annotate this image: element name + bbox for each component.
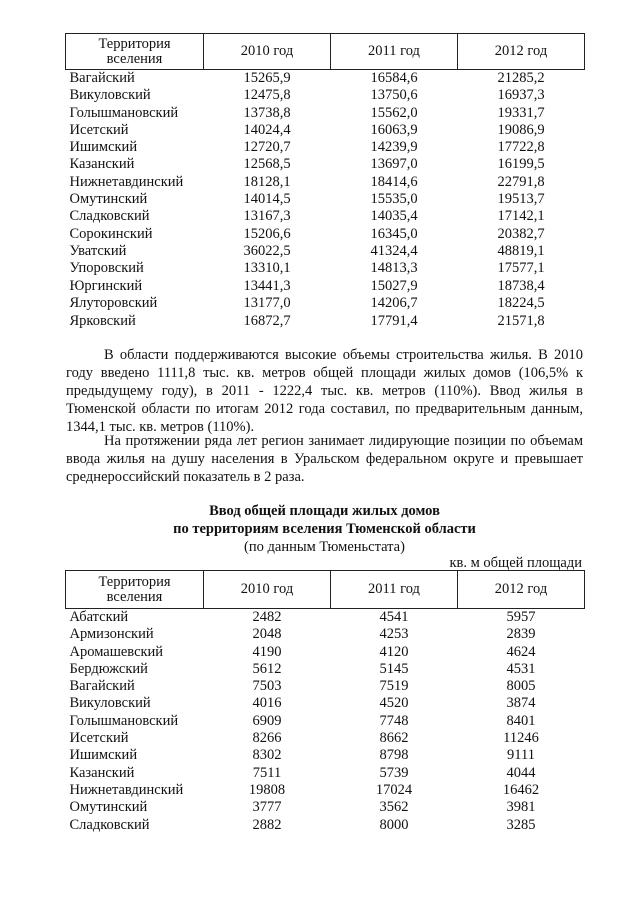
territory-cell: Казанский xyxy=(69,156,135,173)
value-2012-cell: 8005 xyxy=(506,678,536,695)
value-2012-cell: 18224,5 xyxy=(497,294,545,311)
value-2011-cell: 16063,9 xyxy=(370,121,418,138)
table-row xyxy=(66,695,585,712)
table-row xyxy=(66,243,585,260)
territory-cell: Абатский xyxy=(69,609,129,625)
value-2010-cell: 12720,7 xyxy=(243,139,291,156)
value-2011-cell: 7748 xyxy=(379,712,409,729)
header-territory: Территория вселения xyxy=(66,571,204,609)
territory-cell: Уватский xyxy=(69,242,127,259)
table-row xyxy=(66,105,585,122)
table-row xyxy=(66,139,585,156)
value-2010-cell: 16872,7 xyxy=(243,312,291,329)
table-row xyxy=(66,295,585,312)
value-2012-cell: 20382,7 xyxy=(497,225,545,242)
table-unit-label: кв. м общей площади xyxy=(449,555,582,571)
value-2012-cell: 16462 xyxy=(502,781,540,798)
value-2010-cell: 13738,8 xyxy=(243,104,291,121)
value-2010-cell: 12475,8 xyxy=(243,87,291,104)
header-2011: 2011 год xyxy=(331,34,458,70)
territory-cell: Сорокинский xyxy=(69,225,153,242)
value-2012-cell: 22791,8 xyxy=(497,173,545,190)
value-2012-cell: 3285 xyxy=(506,816,536,833)
territory-cell: Сладковский xyxy=(69,208,150,225)
table-row xyxy=(66,174,585,191)
value-2012-cell: 3874 xyxy=(506,695,536,712)
table-row xyxy=(66,678,585,695)
value-2010-cell: 15265,9 xyxy=(243,70,291,86)
value-2011-cell: 4520 xyxy=(379,695,409,712)
table-row xyxy=(66,122,585,139)
table-row xyxy=(66,782,585,799)
table-row xyxy=(66,626,585,643)
table-row xyxy=(66,208,585,225)
value-2012-cell: 4044 xyxy=(506,764,536,781)
territory-cell: Нижнетавдинский xyxy=(69,781,184,798)
value-2012-cell: 21571,8 xyxy=(497,312,545,329)
territory-cell: Юргинский xyxy=(69,277,143,294)
value-2011-cell: 13750,6 xyxy=(370,87,418,104)
table-row xyxy=(66,644,585,661)
table-row xyxy=(66,70,585,88)
value-2010-cell: 18128,1 xyxy=(243,173,291,190)
value-2010-cell: 6909 xyxy=(252,712,282,729)
value-2010-cell: 14024,4 xyxy=(243,121,291,138)
table-header-row xyxy=(66,571,585,609)
territory-cell: Ишимский xyxy=(69,139,138,156)
territory-cell: Омутинский xyxy=(69,191,148,208)
value-2011-cell: 8662 xyxy=(379,730,409,747)
value-2012-cell: 48819,1 xyxy=(497,242,545,259)
table-row xyxy=(66,799,585,816)
territory-cell: Ярковский xyxy=(69,312,136,329)
territory-cell: Омутинский xyxy=(69,799,148,816)
table-row xyxy=(66,747,585,764)
value-2010-cell: 12568,5 xyxy=(243,156,291,173)
value-2010-cell: 5612 xyxy=(252,660,282,677)
value-2011-cell: 13697,0 xyxy=(370,156,418,173)
territory-cell: Нижнетавдинский xyxy=(69,173,184,190)
territory-cell: Ялуторовский xyxy=(69,294,158,311)
header-territory: Территория вселения xyxy=(66,34,204,70)
value-2010-cell: 8302 xyxy=(252,747,282,764)
value-2011-cell: 14239,9 xyxy=(370,139,418,156)
value-2012-cell: 17142,1 xyxy=(497,208,545,225)
territory-cell: Армизонский xyxy=(69,626,154,643)
value-2010-cell: 19808 xyxy=(248,781,286,798)
value-2010-cell: 13310,1 xyxy=(243,260,291,277)
header-2012: 2012 год xyxy=(458,34,585,70)
value-2012-cell: 11246 xyxy=(503,730,539,747)
value-2011-cell: 14206,7 xyxy=(370,294,418,311)
value-2012-cell: 19331,7 xyxy=(497,104,545,121)
territory-cell: Бердюжский xyxy=(69,660,148,677)
value-2010-cell: 4016 xyxy=(252,695,282,712)
table-row xyxy=(66,661,585,678)
table-source-note: (по данным Тюменьстата) xyxy=(244,539,405,555)
value-2011-cell: 3562 xyxy=(379,799,409,816)
value-2011-cell: 4253 xyxy=(379,626,409,643)
territory-cell: Исетский xyxy=(69,121,129,138)
value-2011-cell: 14035,4 xyxy=(370,208,418,225)
housing-area-table-continued xyxy=(65,33,585,330)
territory-cell: Исетский xyxy=(69,730,129,747)
table-row xyxy=(66,226,585,243)
value-2010-cell: 13167,3 xyxy=(243,208,291,225)
table-row xyxy=(66,278,585,295)
value-2012-cell: 16199,5 xyxy=(497,156,545,173)
territory-cell: Казанский xyxy=(69,764,135,781)
header-2010: 2010 год xyxy=(204,34,331,70)
value-2010-cell: 2882 xyxy=(252,816,282,833)
value-2012-cell: 17722,8 xyxy=(497,139,545,156)
value-2011-cell: 8798 xyxy=(379,747,409,764)
header-2010: 2010 год xyxy=(204,571,331,609)
value-2011-cell: 41324,4 xyxy=(370,242,418,259)
table-row xyxy=(66,609,585,627)
value-2010-cell: 14014,5 xyxy=(243,191,291,208)
value-2012-cell: 16937,3 xyxy=(497,87,545,104)
table-header-row xyxy=(66,34,585,70)
table-row xyxy=(66,817,585,835)
value-2012-cell: 5957 xyxy=(506,609,536,625)
value-2011-cell: 15562,0 xyxy=(370,104,418,121)
value-2011-cell: 5739 xyxy=(379,764,409,781)
territory-cell: Ишимский xyxy=(69,747,138,764)
value-2011-cell: 15027,9 xyxy=(370,277,418,294)
value-2011-cell: 15535,0 xyxy=(370,191,418,208)
header-2011: 2011 год xyxy=(331,571,458,609)
table-title-line-1: Ввод общей площади жилых домов xyxy=(209,503,440,519)
housing-commissioning-table xyxy=(65,570,585,835)
table-row xyxy=(66,713,585,730)
value-2012-cell: 19513,7 xyxy=(497,191,545,208)
value-2010-cell: 2048 xyxy=(252,626,282,643)
value-2010-cell: 36022,5 xyxy=(243,242,291,259)
paragraph-regional-leadership: На протяжении ряда лет регион занимает лидирующие позиции по объемам ввода жилья на душу населения в Уральском федеральном округе и превышает среднероссийский показатель в 2 раза. xyxy=(66,433,583,485)
value-2012-cell: 4624 xyxy=(506,643,536,660)
table-row xyxy=(66,312,585,330)
territory-cell: Аромашевский xyxy=(69,643,164,660)
value-2010-cell: 13177,0 xyxy=(243,294,291,311)
value-2010-cell: 13441,3 xyxy=(243,277,291,294)
value-2011-cell: 18414,6 xyxy=(370,173,418,190)
value-2010-cell: 3777 xyxy=(252,799,282,816)
value-2012-cell: 17577,1 xyxy=(497,260,545,277)
table-row xyxy=(66,765,585,782)
table-body xyxy=(66,609,585,835)
table-row xyxy=(66,730,585,747)
header-2012: 2012 год xyxy=(458,571,585,609)
value-2011-cell: 17024 xyxy=(375,781,413,798)
value-2012-cell: 2839 xyxy=(506,626,536,643)
territory-cell: Вагайский xyxy=(69,70,135,86)
table-row xyxy=(66,191,585,208)
value-2011-cell: 16584,6 xyxy=(370,70,418,86)
territory-cell: Викуловский xyxy=(69,87,151,104)
value-2012-cell: 9111 xyxy=(507,747,535,764)
table-title-line-2: по территориям вселения Тюменской области xyxy=(173,521,476,537)
value-2011-cell: 14813,3 xyxy=(370,260,418,277)
value-2010-cell: 7511 xyxy=(252,764,282,781)
value-2011-cell: 8000 xyxy=(379,816,409,833)
value-2010-cell: 4190 xyxy=(252,643,282,660)
value-2012-cell: 3981 xyxy=(506,799,536,816)
value-2011-cell: 5145 xyxy=(379,660,409,677)
value-2012-cell: 18738,4 xyxy=(497,277,545,294)
value-2010-cell: 2482 xyxy=(252,609,282,625)
territory-cell: Голышмановский xyxy=(69,104,179,121)
territory-cell: Голышмановский xyxy=(69,712,179,729)
table-row xyxy=(66,87,585,104)
value-2011-cell: 4120 xyxy=(379,643,409,660)
value-2012-cell: 8401 xyxy=(506,712,536,729)
value-2012-cell: 19086,9 xyxy=(497,121,545,138)
value-2012-cell: 21285,2 xyxy=(497,70,545,86)
value-2010-cell: 15206,6 xyxy=(243,225,291,242)
value-2011-cell: 16345,0 xyxy=(370,225,418,242)
value-2010-cell: 7503 xyxy=(252,678,282,695)
value-2010-cell: 8266 xyxy=(252,730,282,747)
territory-cell: Викуловский xyxy=(69,695,151,712)
value-2011-cell: 4541 xyxy=(379,609,409,625)
value-2012-cell: 4531 xyxy=(506,660,536,677)
territory-cell: Упоровский xyxy=(69,260,144,277)
territory-cell: Вагайский xyxy=(69,678,135,695)
territory-cell: Сладковский xyxy=(69,816,150,833)
value-2011-cell: 7519 xyxy=(379,678,409,695)
value-2011-cell: 17791,4 xyxy=(370,312,418,329)
table-row xyxy=(66,156,585,173)
table-body xyxy=(66,70,585,331)
paragraph-housing-construction: В области поддерживаются высокие объемы строительства жилья. В 2010 году введено 1111,8 тыс. кв. метров общей площади жилых домов (106,5% к предыдущему году), в 2011 - 1222,4 тыс. кв. метров (110%). Ввод жилья в Тюменской области по итогам 2012 года составил, по предварительным данным, 1344,1 тыс. кв. метров (110%). xyxy=(66,347,583,435)
table-row xyxy=(66,260,585,277)
